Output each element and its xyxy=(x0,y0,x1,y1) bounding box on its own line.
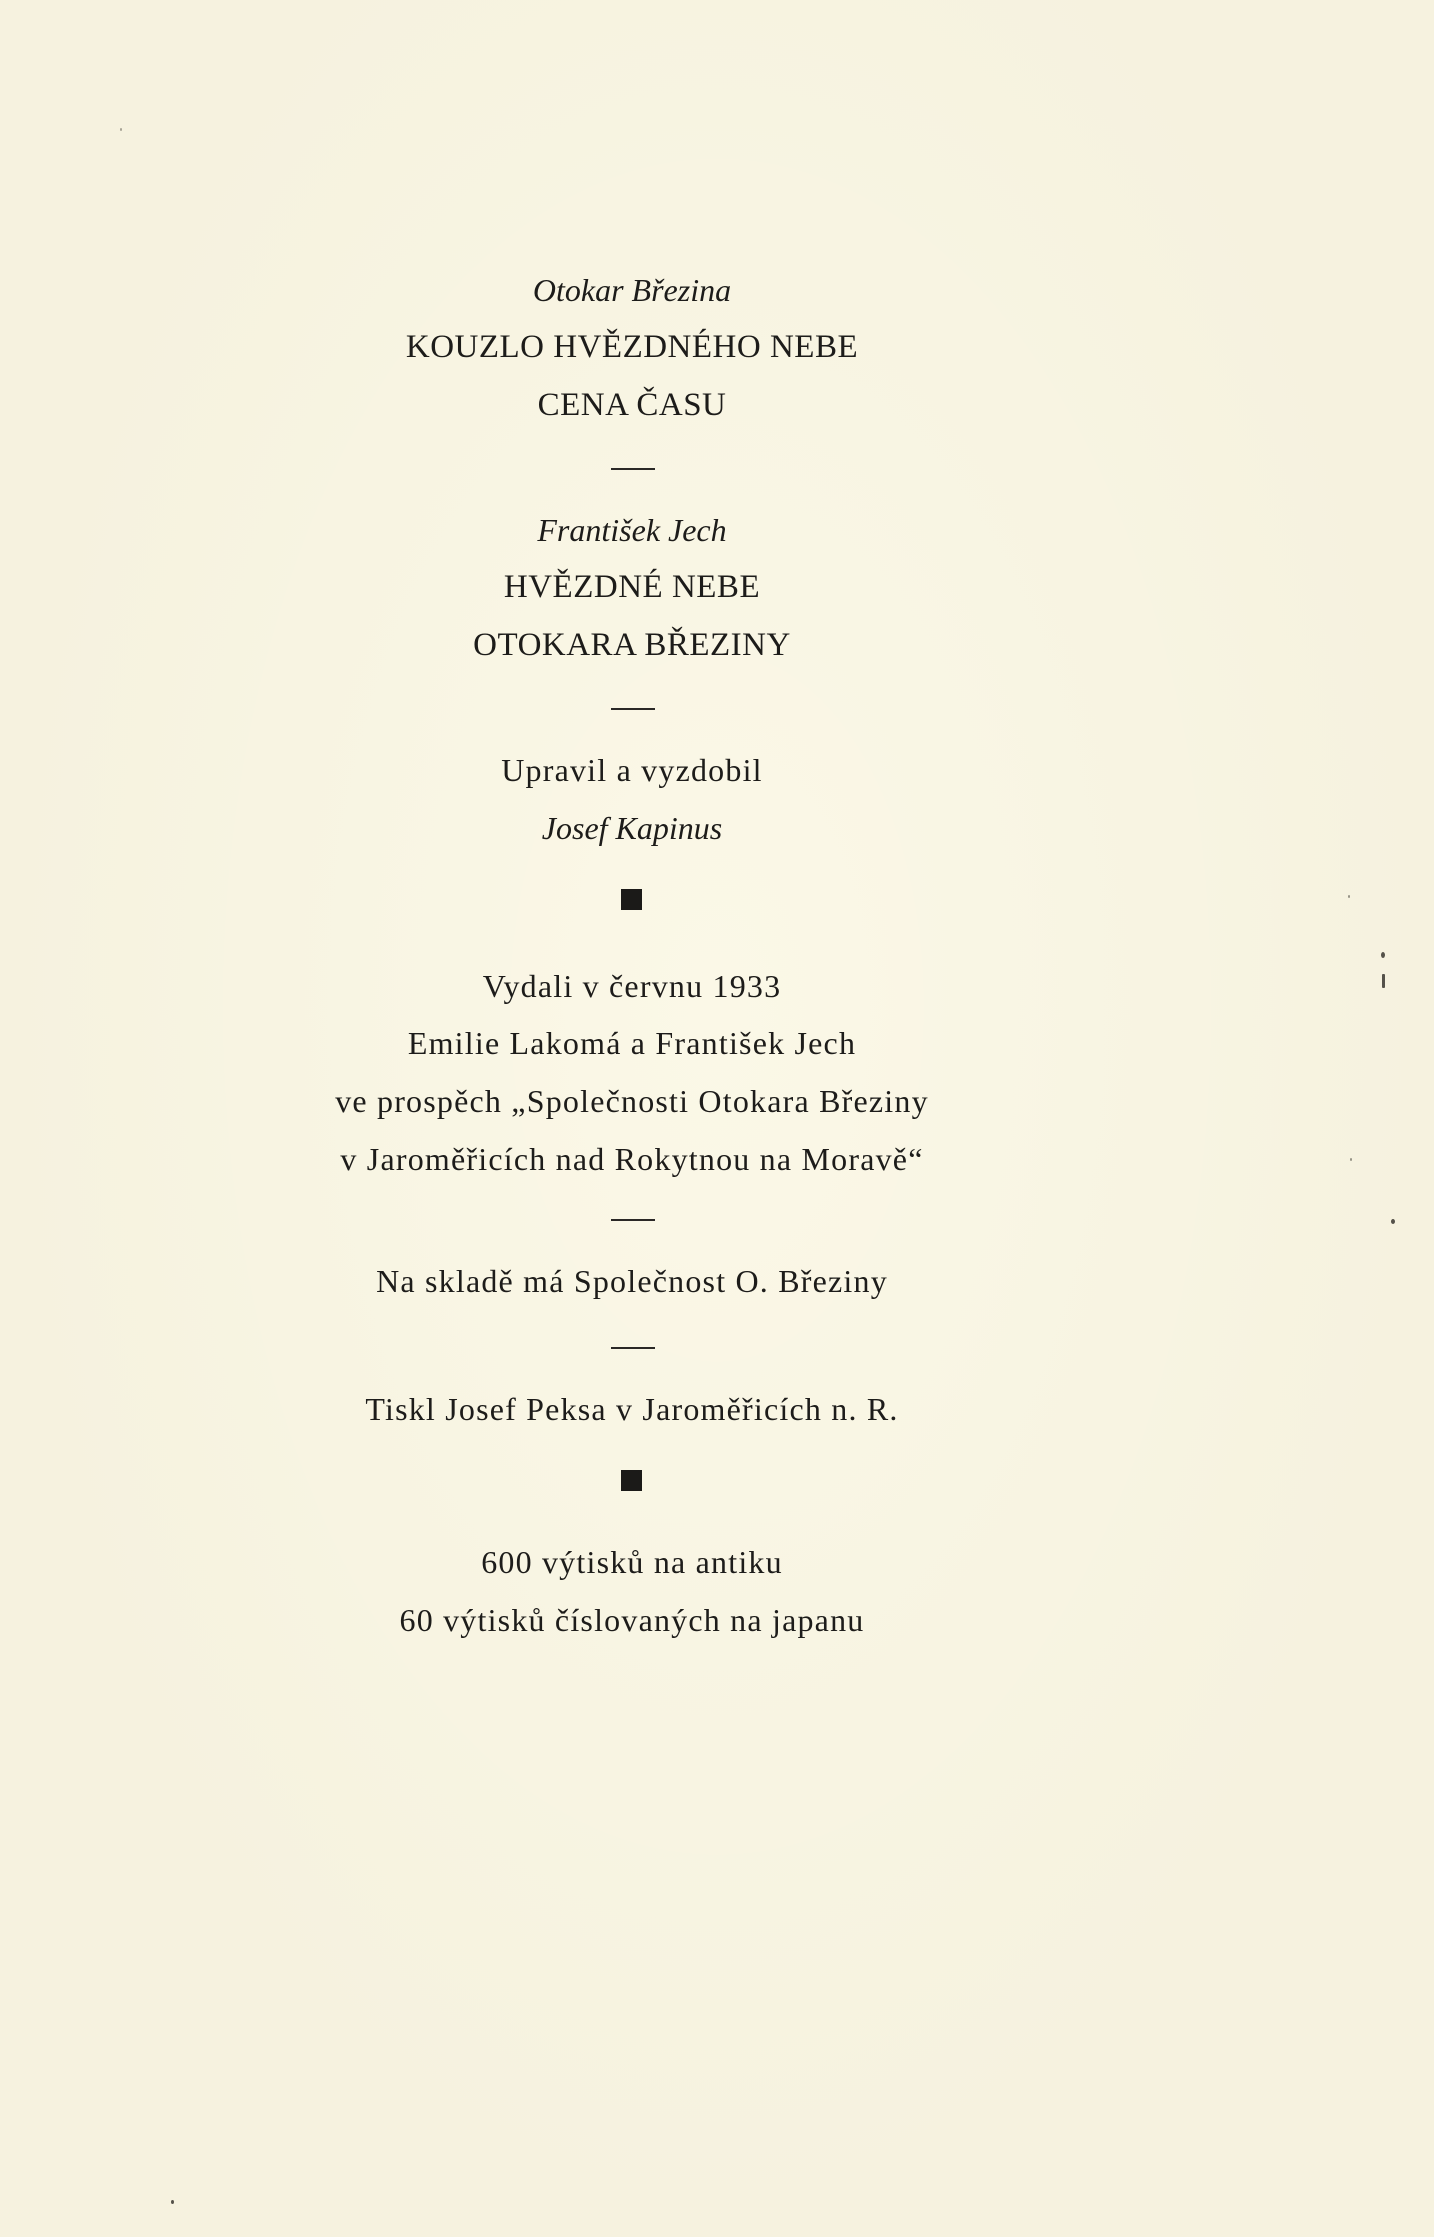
paper-speck xyxy=(171,2200,174,2204)
edition-japan-paper: 60 výtisků číslovaných na japanu xyxy=(399,1602,865,1638)
paper-speck xyxy=(120,128,122,131)
paper-speck xyxy=(1382,974,1385,988)
square-ornament xyxy=(621,889,642,910)
author-otokar-brezina: Otokar Březina xyxy=(532,272,732,308)
stock-note: Na skladě má Společnost O. Březiny xyxy=(376,1263,888,1299)
separator-dash xyxy=(611,708,655,710)
separator-dash xyxy=(611,468,655,470)
paper-speck xyxy=(1391,1219,1395,1224)
publishers: Emilie Lakomá a František Jech xyxy=(407,1025,857,1061)
title-cena-casu: CENA ČASU xyxy=(537,387,727,423)
title-hvezdne-nebe: HVĚZDNÉ NEBE xyxy=(503,569,761,605)
separator-dash xyxy=(611,1219,655,1221)
paper-speck xyxy=(1350,1158,1352,1161)
beneficiary-location: v Jaroměřicích nad Rokytnou na Moravě“ xyxy=(340,1141,924,1177)
edition-antique-paper: 600 výtisků na antiku xyxy=(481,1544,783,1580)
separator-dash xyxy=(611,1347,655,1349)
title-kouzlo-hvezdneho-nebe: KOUZLO HVĚZDNÉHO NEBE xyxy=(405,329,859,365)
editor-name: Josef Kapinus xyxy=(541,810,723,846)
printer-note: Tiskl Josef Peksa v Jaroměřicích n. R. xyxy=(365,1391,899,1427)
paper-speck xyxy=(1381,952,1385,958)
edited-by-label: Upravil a vyzdobil xyxy=(501,752,763,788)
square-ornament xyxy=(621,1470,642,1491)
publication-date: Vydali v červnu 1933 xyxy=(482,968,782,1004)
beneficiary-line: ve prospěch „Společnosti Otokara Březiny xyxy=(335,1083,929,1119)
paper-speck xyxy=(1348,895,1350,898)
author-frantisek-jech: František Jech xyxy=(537,512,727,548)
title-otokara-breziny: OTOKARA BŘEZINY xyxy=(473,627,791,663)
